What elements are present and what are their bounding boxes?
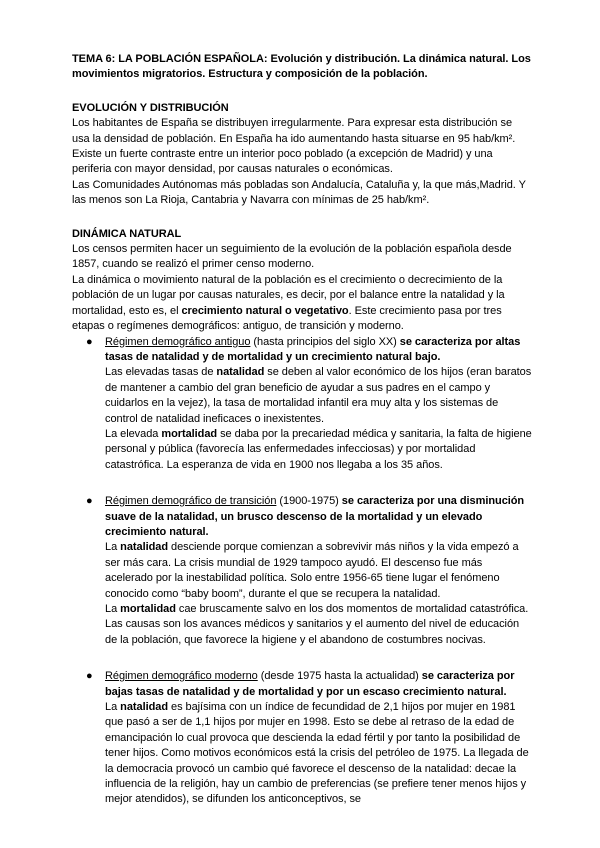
natalidad-paragraph <box>105 540 532 602</box>
regime-summary <box>105 669 532 700</box>
section-evolucion <box>72 101 532 209</box>
regime-characteristics: se caracteriza por bajas tasas de natalidad y de mortalidad y por un escaso crecimiento natural. <box>105 670 515 698</box>
document-page <box>72 52 532 808</box>
text: es bajísima con un índice de fecundidad de 2,1 hijos por mujer en 1981 que pasó a ser de 1,1 hijos por mujer en 1998. Esto se debe al retraso de la edad de emancipación lo cual provoca que descienda la edad fértil y por tanto la posibilidad de tener hijos. Como motivos económicos está la crisis del petróleo de 1975. La llegada de la democracia provocó un cambio qué favorece el descenso de la natalidad: decae la influencia de la religión, hay un cambio de preferencias (se prefiere tener menos hijos y mejor atendidos), se difunden los anticonceptivos, se <box>105 701 529 806</box>
text: La <box>105 603 121 615</box>
regime-name: Régimen demográfico antiguo <box>105 335 251 348</box>
paragraph: Los censos permiten hacer un seguimiento de la evolución de la población española desde 1857, cuando se realizó el primer censo moderno. <box>72 243 512 271</box>
paragraph: Las Comunidades Autónomas más pobladas son Andalucía, Cataluña y, la que más,Madrid. Y las menos son La Rioja, Cantabria y Navarra con mínimas de 25 hab/km². <box>72 178 526 207</box>
regime-name: Régimen demográfico moderno <box>105 670 258 683</box>
natalidad-paragraph <box>105 365 532 427</box>
section-heading: EVOLUCIÓN Y DISTRIBUCIÓN <box>72 101 229 114</box>
regime-summary <box>105 494 532 540</box>
key-term: natalidad <box>120 701 168 714</box>
paragraph <box>72 273 532 335</box>
document-title: TEMA 6: LA POBLACIÓN ESPAÑOLA: Evolución y distribución. La dinámica natural. Los movimientos migratorios. Estructura y composición de la población. <box>72 53 531 81</box>
mortalidad-paragraph <box>105 602 532 648</box>
key-term: natalidad <box>216 366 265 379</box>
key-term: natalidad <box>120 541 168 554</box>
mortalidad-paragraph <box>105 427 532 473</box>
text: La <box>105 701 121 714</box>
regime-list <box>72 335 532 808</box>
regime-period: (1900-1975) <box>276 495 342 508</box>
text: cae bruscamente salvo en los dos momentos de mortalidad catastrófica. Las causas son los avances médicos y sanitarios y el aumento del nivel de educación de la población, que favorece la higiene y el abandono de costumbres nocivas. <box>105 603 529 646</box>
regime-summary <box>105 335 532 366</box>
text: Las elevadas tasas de <box>105 366 217 379</box>
regime-characteristics: se caracteriza por una disminución suave de la natalidad, un brusco descenso de la mortalidad y un elevado crecimiento natural. <box>105 495 525 538</box>
regime-name: Régimen demográfico de transición <box>105 495 277 508</box>
bullet-icon: ● <box>86 495 93 508</box>
text: . Este crecimiento pasa por tres etapas o regímenes demográficos: antiguo, de transición y moderno. <box>72 304 502 333</box>
paragraph: Los habitantes de España se distribuyen irregularmente. Para expresar esta distribución se usa la densidad de población. En España ha ido aumentando hasta situarse en 95 hab/km². Existe un fuerte contraste entre un interior poco poblado (a excepción de Madrid) y una periferia con mayor densidad, por causas naturales o económicas. <box>72 117 516 176</box>
natalidad-paragraph <box>105 700 532 808</box>
list-item-regime-moderno <box>72 669 532 808</box>
text: La elevada <box>105 427 162 440</box>
section-dinamica <box>72 227 532 808</box>
text: La dinámica o movimiento natural de la población es el crecimiento o decrecimiento de la población de un lugar por causas naturales, es decir, por el balance entre la natalidad y la mortalidad, esto es, el <box>72 273 505 317</box>
text: La <box>105 541 121 554</box>
section-heading: DINÁMICA NATURAL <box>72 227 182 240</box>
key-term: crecimiento natural o vegetativo <box>181 304 349 317</box>
text: se deben al valor económico de los hijos (eran baratos de mantener a cambio del gran beneficio de ayudar a sus padres en el campo y cuidarlos en la vejez), la tasa de mortalidad infantil era muy alta y los sistemas de control de natalidad ineficaces o inexistentes. <box>105 366 532 425</box>
regime-period: (desde 1975 hasta la actualidad) <box>257 670 422 683</box>
key-term: mortalidad <box>161 427 218 440</box>
text: desciende porque comienzan a sobrevivir más niños y la vida empezó a ser más cara. La crisis mundial de 1929 tampoco ayudó. El descenso fue más acelerado por la inestabilidad política. Solo entre 1956-65 tiene lugar el fenómeno conocido como “baby boom”, durante el que se recupera la natalidad. <box>105 541 519 600</box>
list-item-regime-transicion <box>72 494 532 648</box>
bullet-icon: ● <box>86 335 93 348</box>
text: se daba por la precariedad médica y sanitaria, la falta de higiene personal y pública (favorecía las enfermedades infecciosas) y por mortalidad catastrófica. La esperanza de vida en 1900 nos llegaba a los 35 años. <box>105 427 532 471</box>
key-term: mortalidad <box>120 603 176 615</box>
regime-period: (hasta principios del siglo XX) <box>250 335 400 348</box>
list-item-regime-antiguo <box>72 335 532 474</box>
bullet-icon: ● <box>86 670 93 683</box>
regime-characteristics: se caracteriza por altas tasas de natalidad y de mortalidad y un crecimiento natural bajo. <box>105 335 521 363</box>
